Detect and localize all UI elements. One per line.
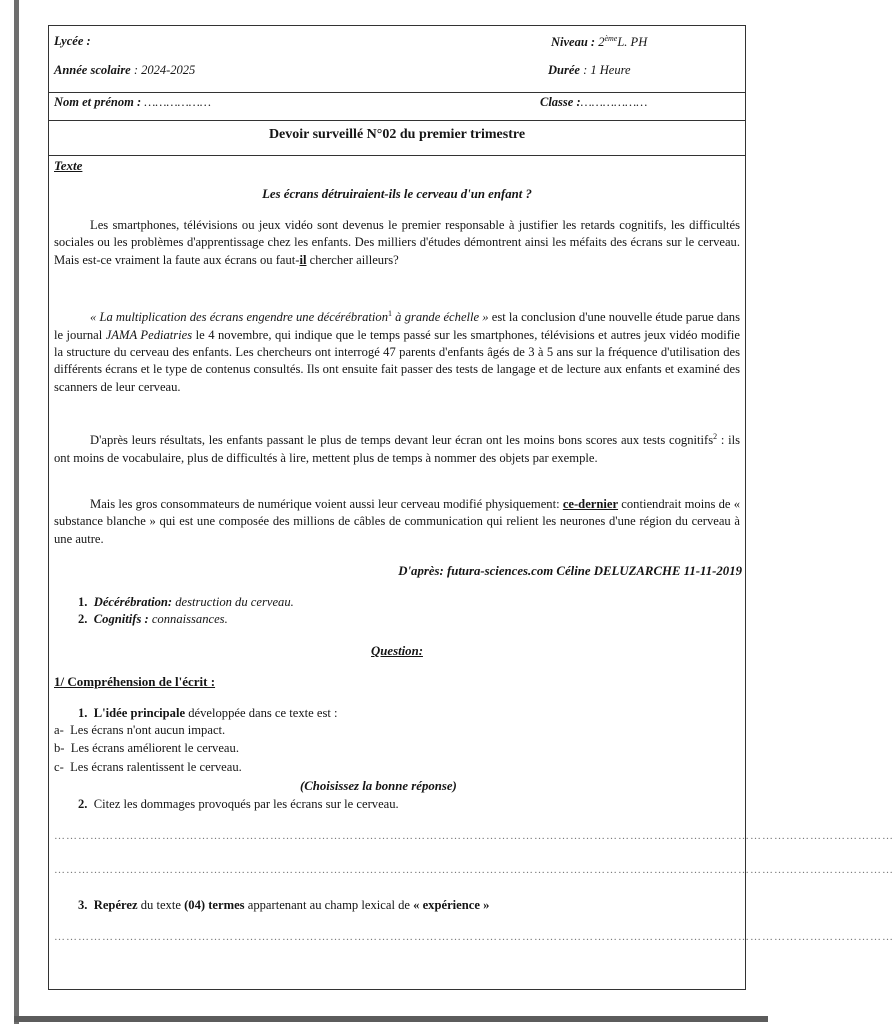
question-2: 2. Citez les dommages provoqués par les écrans sur le cerveau.: [78, 797, 399, 811]
page-shadow-bottom: [14, 1016, 768, 1022]
header-divider-2: [48, 120, 746, 121]
lycee-label: Lycée :: [54, 34, 91, 48]
paragraph-1: Les smartphones, télévisions ou jeux vidéo sont devenus le premier responsable à justifier les retards cognitifs, les difficultés sociales ou les problèmes d'apprentissage chez les enfants. Des milliers d'études démontrent ainsi les méfaits des écrans sur le cerveau. Mais est-ce vraiment la faute aux écrans ou faut-il chercher ailleurs?: [54, 218, 740, 267]
answer-line-3[interactable]: …………………………………………………………………………………………………………………………………………………………………………………………: [54, 931, 894, 943]
texte-heading: Texte: [54, 158, 83, 173]
paragraph-2: « La multiplication des écrans engendre une décérébration$^1$ à grande échelle » est la conclusion d'une nouvelle étude parue dans le journal JAMA Pediatries le 4 novembre, qui indique que le temps passé sur les smartphones, télévisions et autres jeux vidéo modifie la structure du cerveau des enfants. Les chercheurs ont interrogé 47 parents d'enfants âgés de 3 à 5 ans sur la fréquence d'utilisation des différents écrans et le type de contenus consultés. Ils ont ensuite fait passer des tests de langage et de lecture aux enfants et examiné des scanners de leur cerveau.: [54, 309, 741, 394]
nom-prenom-field[interactable]: Nom et prénom : ………………: [54, 95, 211, 109]
paragraph-4: Mais les gros consommateurs de numérique voient aussi leur cerveau modifié physiquement: ce-dernier contiendrait moins de « substance blanche » qui est une composée des millions de câbles de communication qui relient les neurones d'une région du cerveau à une autre.: [54, 497, 740, 546]
paragraph-3: D'après leurs résultats, les enfants passant le plus de temps devant leur écran ont les moins bons scores aux tests cognitifs$^2$ : ils ont moins de vocabulaire, plus de difficultés à lire, mettent plus de temps à nommer des objets par exemple.: [54, 432, 740, 465]
question-heading: Question:: [371, 644, 423, 658]
duree: Durée : 1 Heure: [548, 63, 631, 77]
exam-title: Devoir surveillé N°02 du premier trimestre: [268, 127, 526, 142]
annee-scolaire: Année scolaire : 2024-2025: [54, 63, 196, 77]
niveau: Niveau : 2èmeL. PH: [551, 34, 648, 50]
option-a[interactable]: a- Les écrans n'ont aucun impact.: [54, 723, 226, 737]
source-citation: D'après: futura-sciences.com Céline DELUZARCHE 11-11-2019: [398, 564, 742, 578]
classe-field[interactable]: Classe :………………: [540, 95, 648, 109]
option-c[interactable]: c- Les écrans ralentissent le cerveau.: [54, 760, 242, 774]
title-divider: [48, 155, 746, 156]
answer-line-2[interactable]: …………………………………………………………………………………………………………………………………………………………………………………………: [54, 864, 894, 876]
footnote-1: 1. Décérébration: destruction du cerveau.: [78, 595, 294, 609]
section-heading: 1/ Compréhension de l'écrit :: [54, 674, 216, 689]
header-divider-1: [48, 92, 746, 93]
question-3: 3. Repérez du texte (04) termes appartenant au champ lexical de « expérience »: [78, 898, 490, 912]
choose-instruction: (Choisissez la bonne réponse): [300, 779, 457, 793]
option-b[interactable]: b- Les écrans améliorent le cerveau.: [54, 741, 239, 755]
question-1: 1. L'idée principale développée dans ce texte est :: [78, 706, 338, 720]
answer-line-1[interactable]: …………………………………………………………………………………………………………………………………………………………………………………………: [54, 830, 894, 842]
article-headline: Les écrans détruiraient-ils le cerveau d'un enfant ?: [262, 187, 532, 201]
footnote-2: 2. Cognitifs : connaissances.: [78, 612, 228, 626]
